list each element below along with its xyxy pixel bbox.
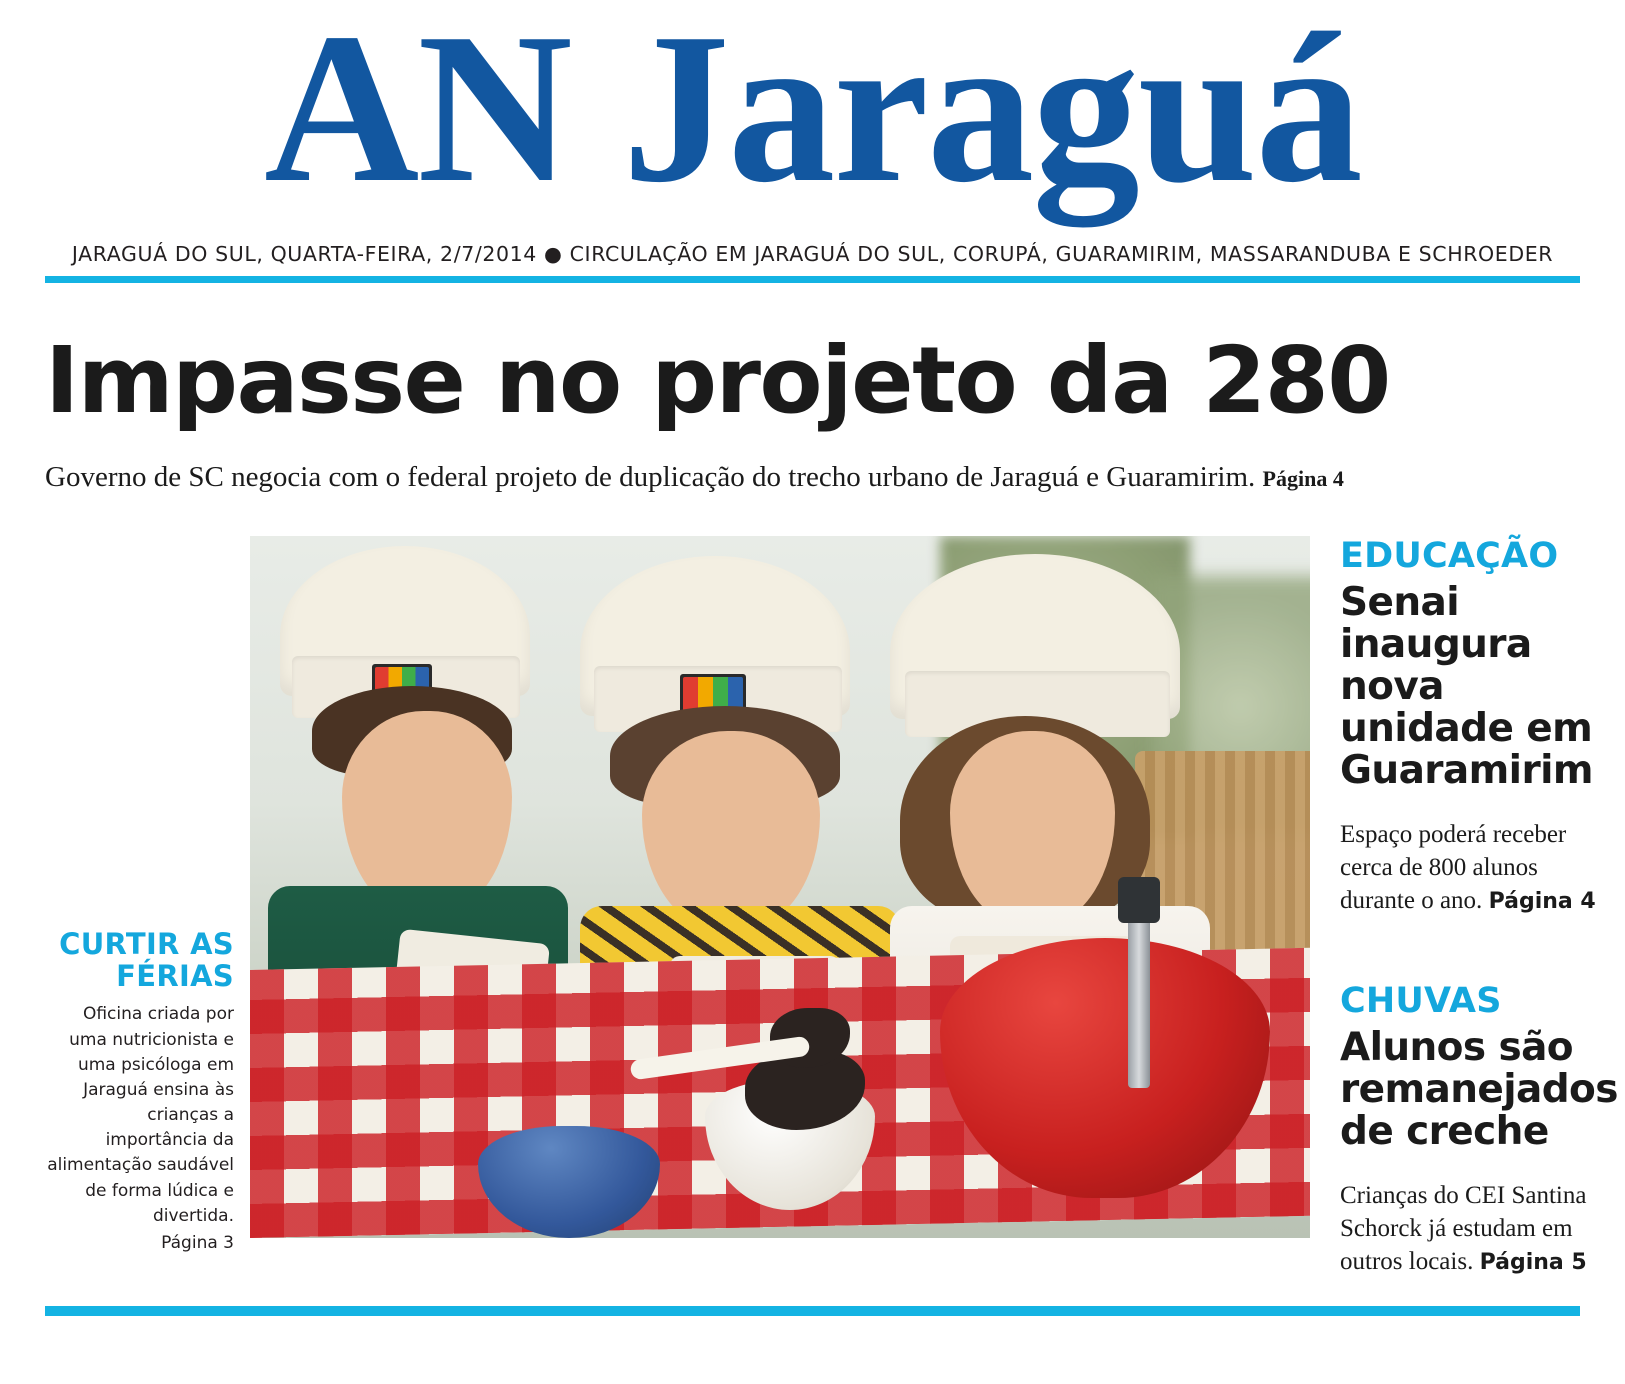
main-photo [250,536,1310,1238]
face-left [342,711,512,916]
face-middle [642,731,820,931]
right-teaser-headline-education: Senai inaugura nova unidade em Guaramirim [1340,579,1593,793]
left-teaser-kicker: CURTIR AS FÉRIAS [59,926,234,993]
masthead [0,0,1625,266]
right-teaser-kicker-education: EDUCAÇÃO [1340,535,1559,576]
lead-story [45,327,1580,495]
photo-illustration [250,536,1310,1238]
right-teasers [1310,536,1618,1279]
right-teaser-headline-chuvas: Alunos são remanejados de creche [1340,1025,1618,1155]
lead-headline: Impasse no projeto da 280 [45,327,1390,435]
left-teaser [45,536,250,1257]
right-teaser-page-reference-chuvas: Página 5 [1479,1250,1587,1276]
right-teaser-page-reference-education: Página 4 [1488,889,1596,915]
lead-subhead-text: Governo de SC negocia com o federal projeto de duplicação do trecho urbano de Jaraguá e Guaramirim. [45,461,1256,494]
lead-subhead [45,459,1580,495]
newspaper-title: AN Jaraguá [264,0,1361,227]
teaser-spacer [1340,917,1618,981]
right-teaser-body-education [1340,818,1618,917]
face-right [950,731,1115,926]
left-teaser-body [45,1002,234,1256]
right-teaser-body-chuvas [1340,1179,1618,1278]
right-teaser-text-education: Espaço poderá receber cerca de 800 alunos durante o ano. [1340,821,1567,915]
right-teaser-kicker-chuvas: CHUVAS [1340,981,1502,1022]
right-teaser-text-chuvas: Crianças do CEI Santina Schorck já estudam em outros locais. [1340,1182,1587,1276]
divider-top [45,276,1580,283]
left-teaser-page-reference: Página 3 [161,1232,234,1253]
dateline: JARAGUÁ DO SUL, QUARTA-FEIRA, 2/7/2014 ● CIRCULAÇÃO EM JARAGUÁ DO SUL, CORUPÁ, GUARAMIRIM, MASSARANDUBA E SCHROEDER [71,242,1554,267]
right-teaser-chuvas [1340,981,1618,1278]
lead-page-reference: Página 4 [1262,466,1344,492]
mixer-rod [1128,913,1150,1088]
left-teaser-text: Oficina criada por uma nutricionista e uma psicóloga em Jaraguá ensina às crianças a importância da alimentação saudável de forma lúdica e divertida. [47,1004,234,1226]
mixer-head [1118,877,1160,923]
divider-bottom [45,1306,1580,1316]
content-grid [45,535,1618,1279]
right-teaser-education [1340,536,1618,918]
